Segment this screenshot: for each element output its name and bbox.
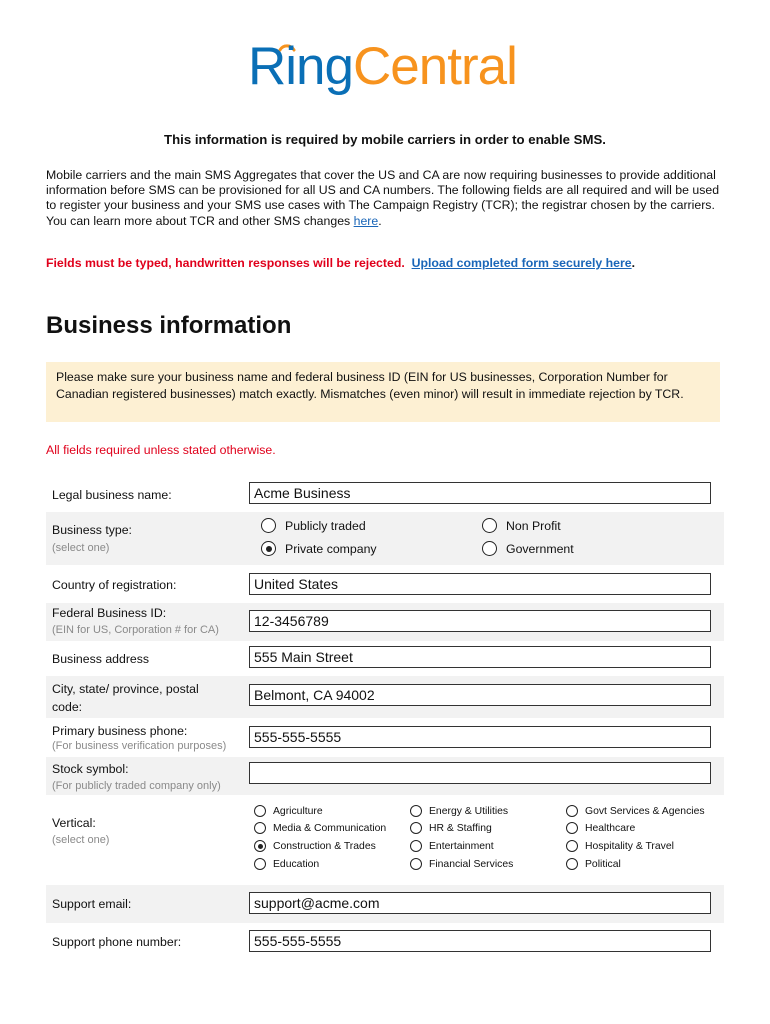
- stock-field[interactable]: [249, 762, 711, 784]
- tcr-info-link[interactable]: here: [353, 213, 379, 228]
- radio-label: Entertainment: [429, 840, 494, 852]
- vertical-media[interactable]: [254, 822, 386, 834]
- radio-circle-icon: [254, 822, 266, 834]
- radio-label: Non Profit: [506, 518, 561, 533]
- radio-label: HR & Staffing: [429, 822, 492, 834]
- radio-label: Publicly traded: [285, 518, 366, 533]
- radio-label: Hospitality & Travel: [585, 840, 674, 852]
- radio-circle-icon: [254, 858, 266, 870]
- phone-field[interactable]: 555-555-5555: [249, 726, 711, 748]
- vertical-hr[interactable]: [410, 822, 492, 834]
- radio-circle-icon: [482, 541, 497, 556]
- address-label: Business address: [52, 652, 150, 666]
- radio-label: Govt Services & Agencies: [585, 805, 705, 817]
- stock-label: Stock symbol:: [52, 762, 129, 776]
- typed-warning: [46, 256, 635, 270]
- radio-selected-icon: [261, 541, 276, 556]
- radio-publicly-traded[interactable]: [261, 518, 366, 533]
- radio-circle-icon: [566, 840, 578, 852]
- vertical-healthcare[interactable]: [566, 822, 635, 834]
- intro-end: .: [378, 213, 382, 228]
- id-match-notice: Please make sure your business name and federal business ID (EIN for US businesses, Corporation Number for Canadian registered businesses) match exactly. Mismatches (even minor) will result in immediate rejection by TCR.: [46, 362, 720, 422]
- radio-government[interactable]: [482, 541, 574, 556]
- headline: This information is required by mobile carriers in order to enable SMS.: [164, 132, 606, 147]
- radio-non-profit[interactable]: [482, 518, 561, 533]
- legal-name-field[interactable]: Acme Business: [249, 482, 711, 504]
- upload-form-link[interactable]: Upload completed form securely here: [411, 256, 632, 270]
- address-field[interactable]: 555 Main Street: [249, 646, 711, 668]
- radio-circle-icon: [254, 805, 266, 817]
- radio-circle-icon: [482, 518, 497, 533]
- stock-hint: (For publicly traded company only): [52, 780, 221, 792]
- vertical-agriculture[interactable]: [254, 805, 323, 817]
- radio-label: Media & Communication: [273, 822, 387, 834]
- vertical-financial[interactable]: [410, 858, 513, 870]
- vertical-political[interactable]: [566, 858, 621, 870]
- country-label: Country of registration:: [52, 578, 177, 592]
- phone-label: Primary business phone:: [52, 724, 188, 738]
- federal-id-label: Federal Business ID:: [52, 606, 167, 620]
- vertical-hint: (select one): [52, 834, 110, 846]
- radio-circle-icon: [410, 805, 422, 817]
- city-label-line2: code:: [52, 700, 83, 714]
- radio-label: Energy & Utilities: [429, 805, 509, 817]
- warning-text: Fields must be typed, handwritten responses will be rejected.: [46, 256, 405, 270]
- city-label-line1: City, state/ province, postal: [52, 682, 199, 696]
- radio-circle-icon: [566, 858, 578, 870]
- radio-circle-icon: [566, 822, 578, 834]
- support-email-field[interactable]: support@acme.com: [249, 892, 711, 914]
- vertical-energy[interactable]: [410, 805, 508, 817]
- federal-id-field[interactable]: 12-3456789: [249, 610, 711, 632]
- radio-selected-icon: [254, 840, 266, 852]
- radio-circle-icon: [261, 518, 276, 533]
- radio-circle-icon: [410, 822, 422, 834]
- vertical-construction[interactable]: [254, 840, 376, 852]
- intro-text: Mobile carriers and the main SMS Aggregates that cover the US and CA are now requiring businesses to provide additional information before SMS can be provisioned for all US and CA numbers. The following fields are all required and will be used to register your business and your SMS use cases with The Campaign Registry (TCR); the registrar chosen by the carriers. You can learn more about TCR and other SMS changes: [46, 168, 720, 228]
- support-phone-label: Support phone number:: [52, 935, 182, 949]
- section-title: Business information: [46, 312, 292, 339]
- vertical-govt[interactable]: [566, 805, 705, 817]
- country-field[interactable]: United States: [249, 573, 711, 595]
- federal-id-hint: (EIN for US, Corporation # for CA): [52, 624, 219, 636]
- intro-paragraph: [46, 168, 726, 229]
- vertical-hospitality[interactable]: [566, 840, 674, 852]
- required-note: All fields required unless stated otherwise.: [46, 443, 276, 457]
- legal-name-label: Legal business name:: [52, 488, 172, 502]
- radio-circle-icon: [410, 858, 422, 870]
- logo-ring-text: Ring: [248, 37, 354, 96]
- city-field[interactable]: Belmont, CA 94002: [249, 684, 711, 706]
- vertical-entertainment[interactable]: [410, 840, 494, 852]
- radio-private-company[interactable]: [261, 541, 377, 556]
- business-type-label: Business type:: [52, 523, 132, 537]
- business-type-band: [46, 512, 724, 565]
- phone-hint: (For business verification purposes): [52, 740, 227, 752]
- support-email-label: Support email:: [52, 897, 132, 911]
- business-type-hint: (select one): [52, 542, 110, 554]
- radio-label: Education: [273, 858, 320, 870]
- support-phone-field[interactable]: 555-555-5555: [249, 930, 711, 952]
- radio-label: Construction & Trades: [273, 840, 376, 852]
- radio-label: Agriculture: [273, 805, 323, 817]
- vertical-education[interactable]: [254, 858, 319, 870]
- radio-label: Healthcare: [585, 822, 636, 834]
- radio-circle-icon: [566, 805, 578, 817]
- ringcentral-logo: [248, 37, 517, 96]
- warning-end: .: [631, 256, 636, 270]
- radio-label: Political: [585, 858, 621, 870]
- radio-label: Government: [506, 541, 574, 556]
- radio-circle-icon: [410, 840, 422, 852]
- radio-label: Financial Services: [429, 858, 514, 870]
- vertical-label: Vertical:: [52, 816, 96, 830]
- logo-central-text: Central: [353, 37, 517, 96]
- radio-label: Private company: [285, 541, 377, 556]
